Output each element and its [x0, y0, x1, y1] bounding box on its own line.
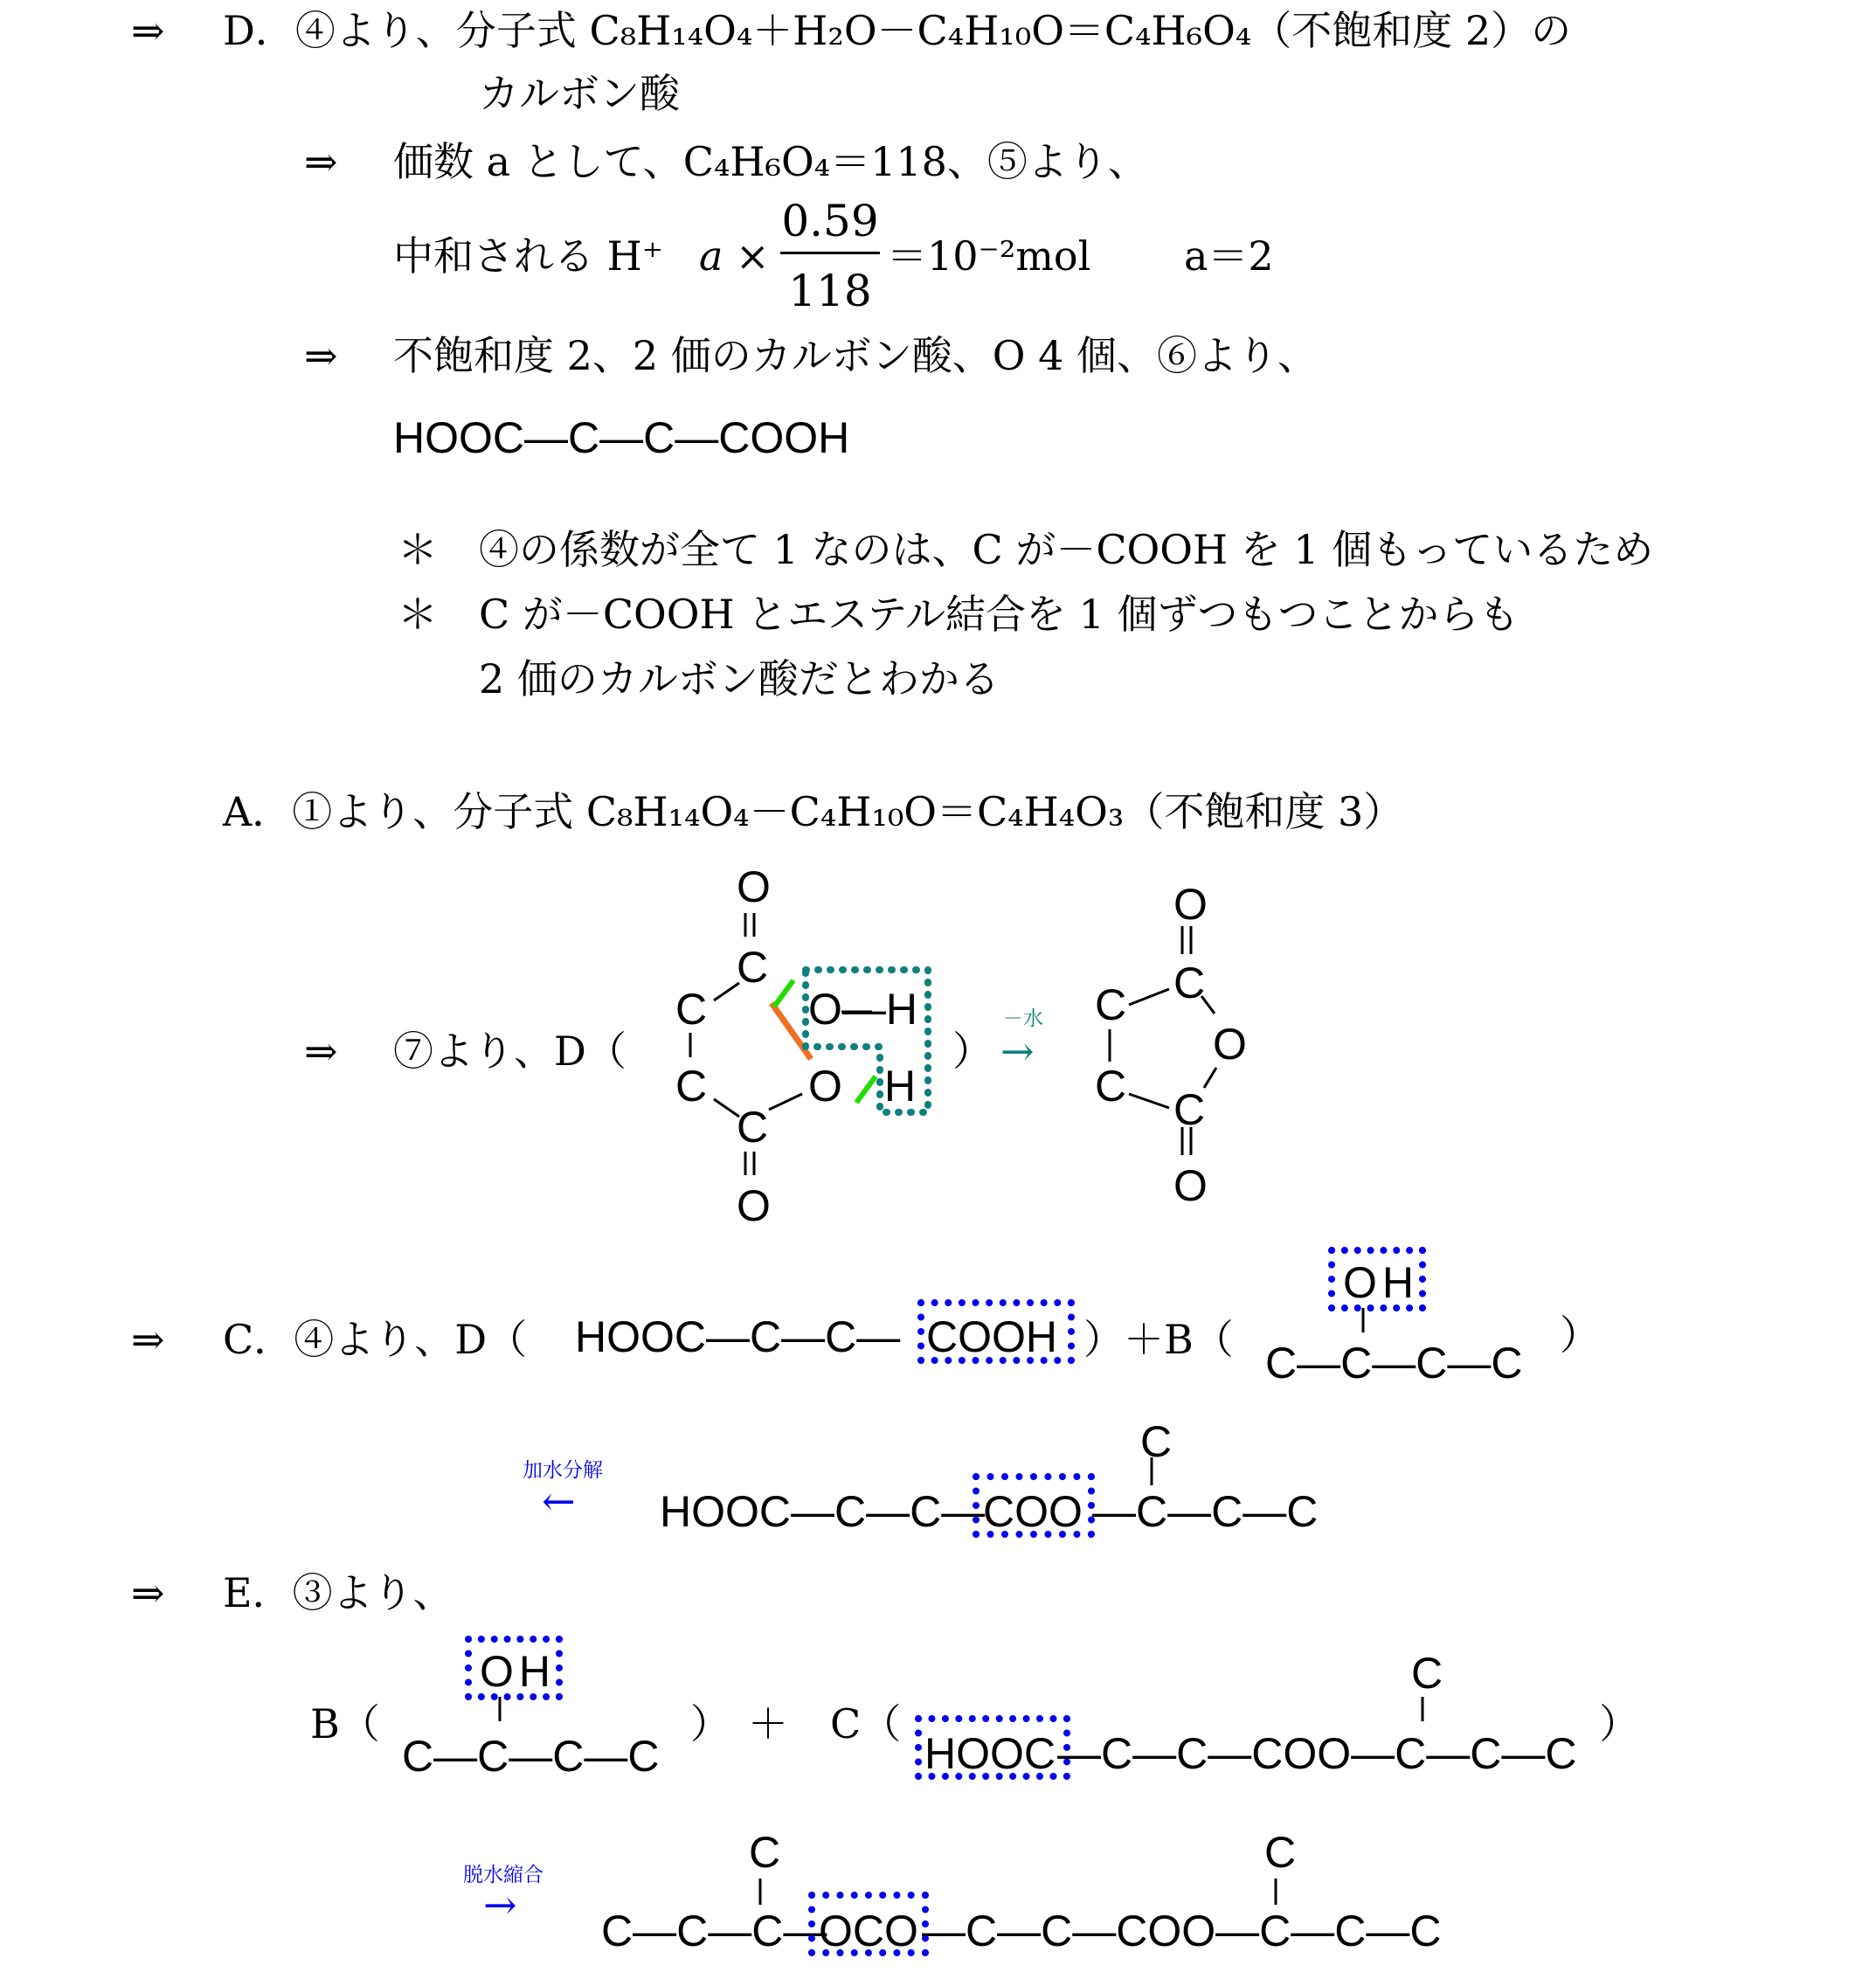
hydrolysis-arrow: ← — [542, 1477, 576, 1525]
c-b-oh: OH — [1343, 1258, 1419, 1307]
c-d-formula-box: COOH — [926, 1312, 1057, 1361]
valence-line1: 価数 a として、C₄H₆O₄＝118、⑤より、 — [393, 138, 1148, 185]
e-c-close: ） — [1599, 1700, 1639, 1747]
e-c-branch: C — [1411, 1649, 1443, 1698]
line-e-text: E．③より、 — [223, 1569, 453, 1616]
valence-expr: a × — [699, 232, 770, 280]
dehydration-label: 脱水縮合 — [463, 1864, 543, 1886]
ester-right: —C—C—C — [1092, 1487, 1319, 1536]
anh-c-left-lower: C — [1095, 1062, 1127, 1111]
atom-h-lower: H — [884, 1062, 917, 1111]
atom-c-left-lower: C — [675, 1062, 708, 1111]
anh-c-upper: C — [1173, 958, 1206, 1007]
atom-c-lower: C — [737, 1103, 769, 1152]
prod-left: C—C—C— — [601, 1906, 827, 1955]
atom-o-lower: O — [808, 1062, 842, 1111]
c-b-chain: C—C—C—C — [1265, 1339, 1523, 1387]
valence-line2: 中和される H⁺ — [393, 232, 664, 280]
anh-o-top: O — [1173, 880, 1208, 929]
note1: ④の係数が全て 1 なのは、C が－COOH を 1 個もっているため — [479, 526, 1654, 573]
e-c-box: HOOC — [924, 1729, 1056, 1778]
ester-box: COO — [983, 1487, 1083, 1536]
c-d-formula-left: HOOC—C—C— — [575, 1312, 901, 1361]
valence-rhs: ＝10⁻²mol — [887, 232, 1091, 280]
arrow-d: ⇒ — [131, 7, 165, 54]
prod-branch-1: C — [749, 1828, 781, 1877]
hydroxyl-upper: O—H — [808, 985, 917, 1034]
dicarb-formula: HOOC—C—C—COOH — [393, 413, 850, 462]
prod-branch-2: C — [1264, 1828, 1297, 1877]
minus-water-arrow: → — [1000, 1028, 1035, 1075]
valence-result: a＝2 — [1184, 232, 1274, 280]
anhydride-close: ） — [952, 1028, 993, 1075]
ester-branch-c: C — [1140, 1417, 1173, 1466]
note2-star: ＊ — [398, 591, 438, 638]
prod-right: —C—C—COO—C—C—C — [922, 1906, 1442, 1955]
green-cut-mark-2 — [856, 1076, 876, 1103]
anhydride-text: ⑦より、D（ — [393, 1028, 626, 1075]
dehydration-arrow: → — [483, 1881, 517, 1928]
anh-c-lower: C — [1173, 1085, 1206, 1134]
e-b-label: B（ — [310, 1700, 380, 1747]
fraction-numerator: 0.59 — [781, 196, 879, 246]
anh-c-left-upper: C — [1095, 980, 1127, 1029]
fraction-denominator: 118 — [788, 266, 872, 316]
anh-o-ring: O — [1213, 1020, 1247, 1069]
atom-c-left-upper: C — [675, 985, 708, 1034]
green-cut-mark-1 — [774, 980, 793, 1007]
hydrolysis-label: 加水分解 — [523, 1459, 603, 1482]
anh-o-bottom: O — [1173, 1161, 1208, 1210]
line-c-text: C．④より、D（ — [223, 1316, 528, 1363]
note1-star: ＊ — [398, 526, 438, 573]
e-b-oh: OH — [480, 1647, 556, 1696]
ester-left: HOOC—C—C— — [660, 1487, 986, 1536]
e-b-chain: C—C—C—C — [402, 1732, 660, 1781]
dicarb-text: 不飽和度 2、2 価のカルボン酸、O 4 個、⑥より、 — [393, 332, 1318, 379]
c-close: ） — [1560, 1311, 1600, 1359]
note2b: 2 価のカルボン酸だとわかる — [479, 655, 1000, 702]
atom-c-upper: C — [737, 943, 769, 992]
arrow-e: ⇒ — [131, 1569, 165, 1616]
arrow-valence: ⇒ — [304, 138, 338, 185]
arrow-dicarb: ⇒ — [304, 332, 338, 379]
atom-o-top: O — [737, 862, 771, 911]
e-b-close: ）＋ — [690, 1700, 806, 1747]
arrow-anhydride: ⇒ — [304, 1028, 338, 1075]
minus-water-label: －水 — [1003, 1007, 1043, 1030]
prod-box: OCO — [819, 1906, 918, 1955]
line-a-text: A．①より、分子式 C₈H₁₄O₄－C₄H₁₀O＝C₄H₄O₃（不飽和度 3） — [223, 788, 1404, 835]
line-d-cont: カルボン酸 — [479, 70, 680, 117]
arrow-c: ⇒ — [131, 1316, 165, 1363]
c-plus-b: ）＋B（ — [1083, 1316, 1234, 1363]
e-c-rest: —C—C—COO—C—C—C — [1057, 1729, 1577, 1778]
line-d-text: D．④より、分子式 C₈H₁₄O₄＋H₂O－C₄H₁₀O＝C₄H₆O₄（不飽和度 2）の — [223, 7, 1572, 54]
e-c-label: C（ — [830, 1700, 902, 1747]
note2a: C が－COOH とエステル結合を 1 個ずつもつことからも — [479, 591, 1519, 638]
atom-o-bottom: O — [737, 1181, 771, 1230]
